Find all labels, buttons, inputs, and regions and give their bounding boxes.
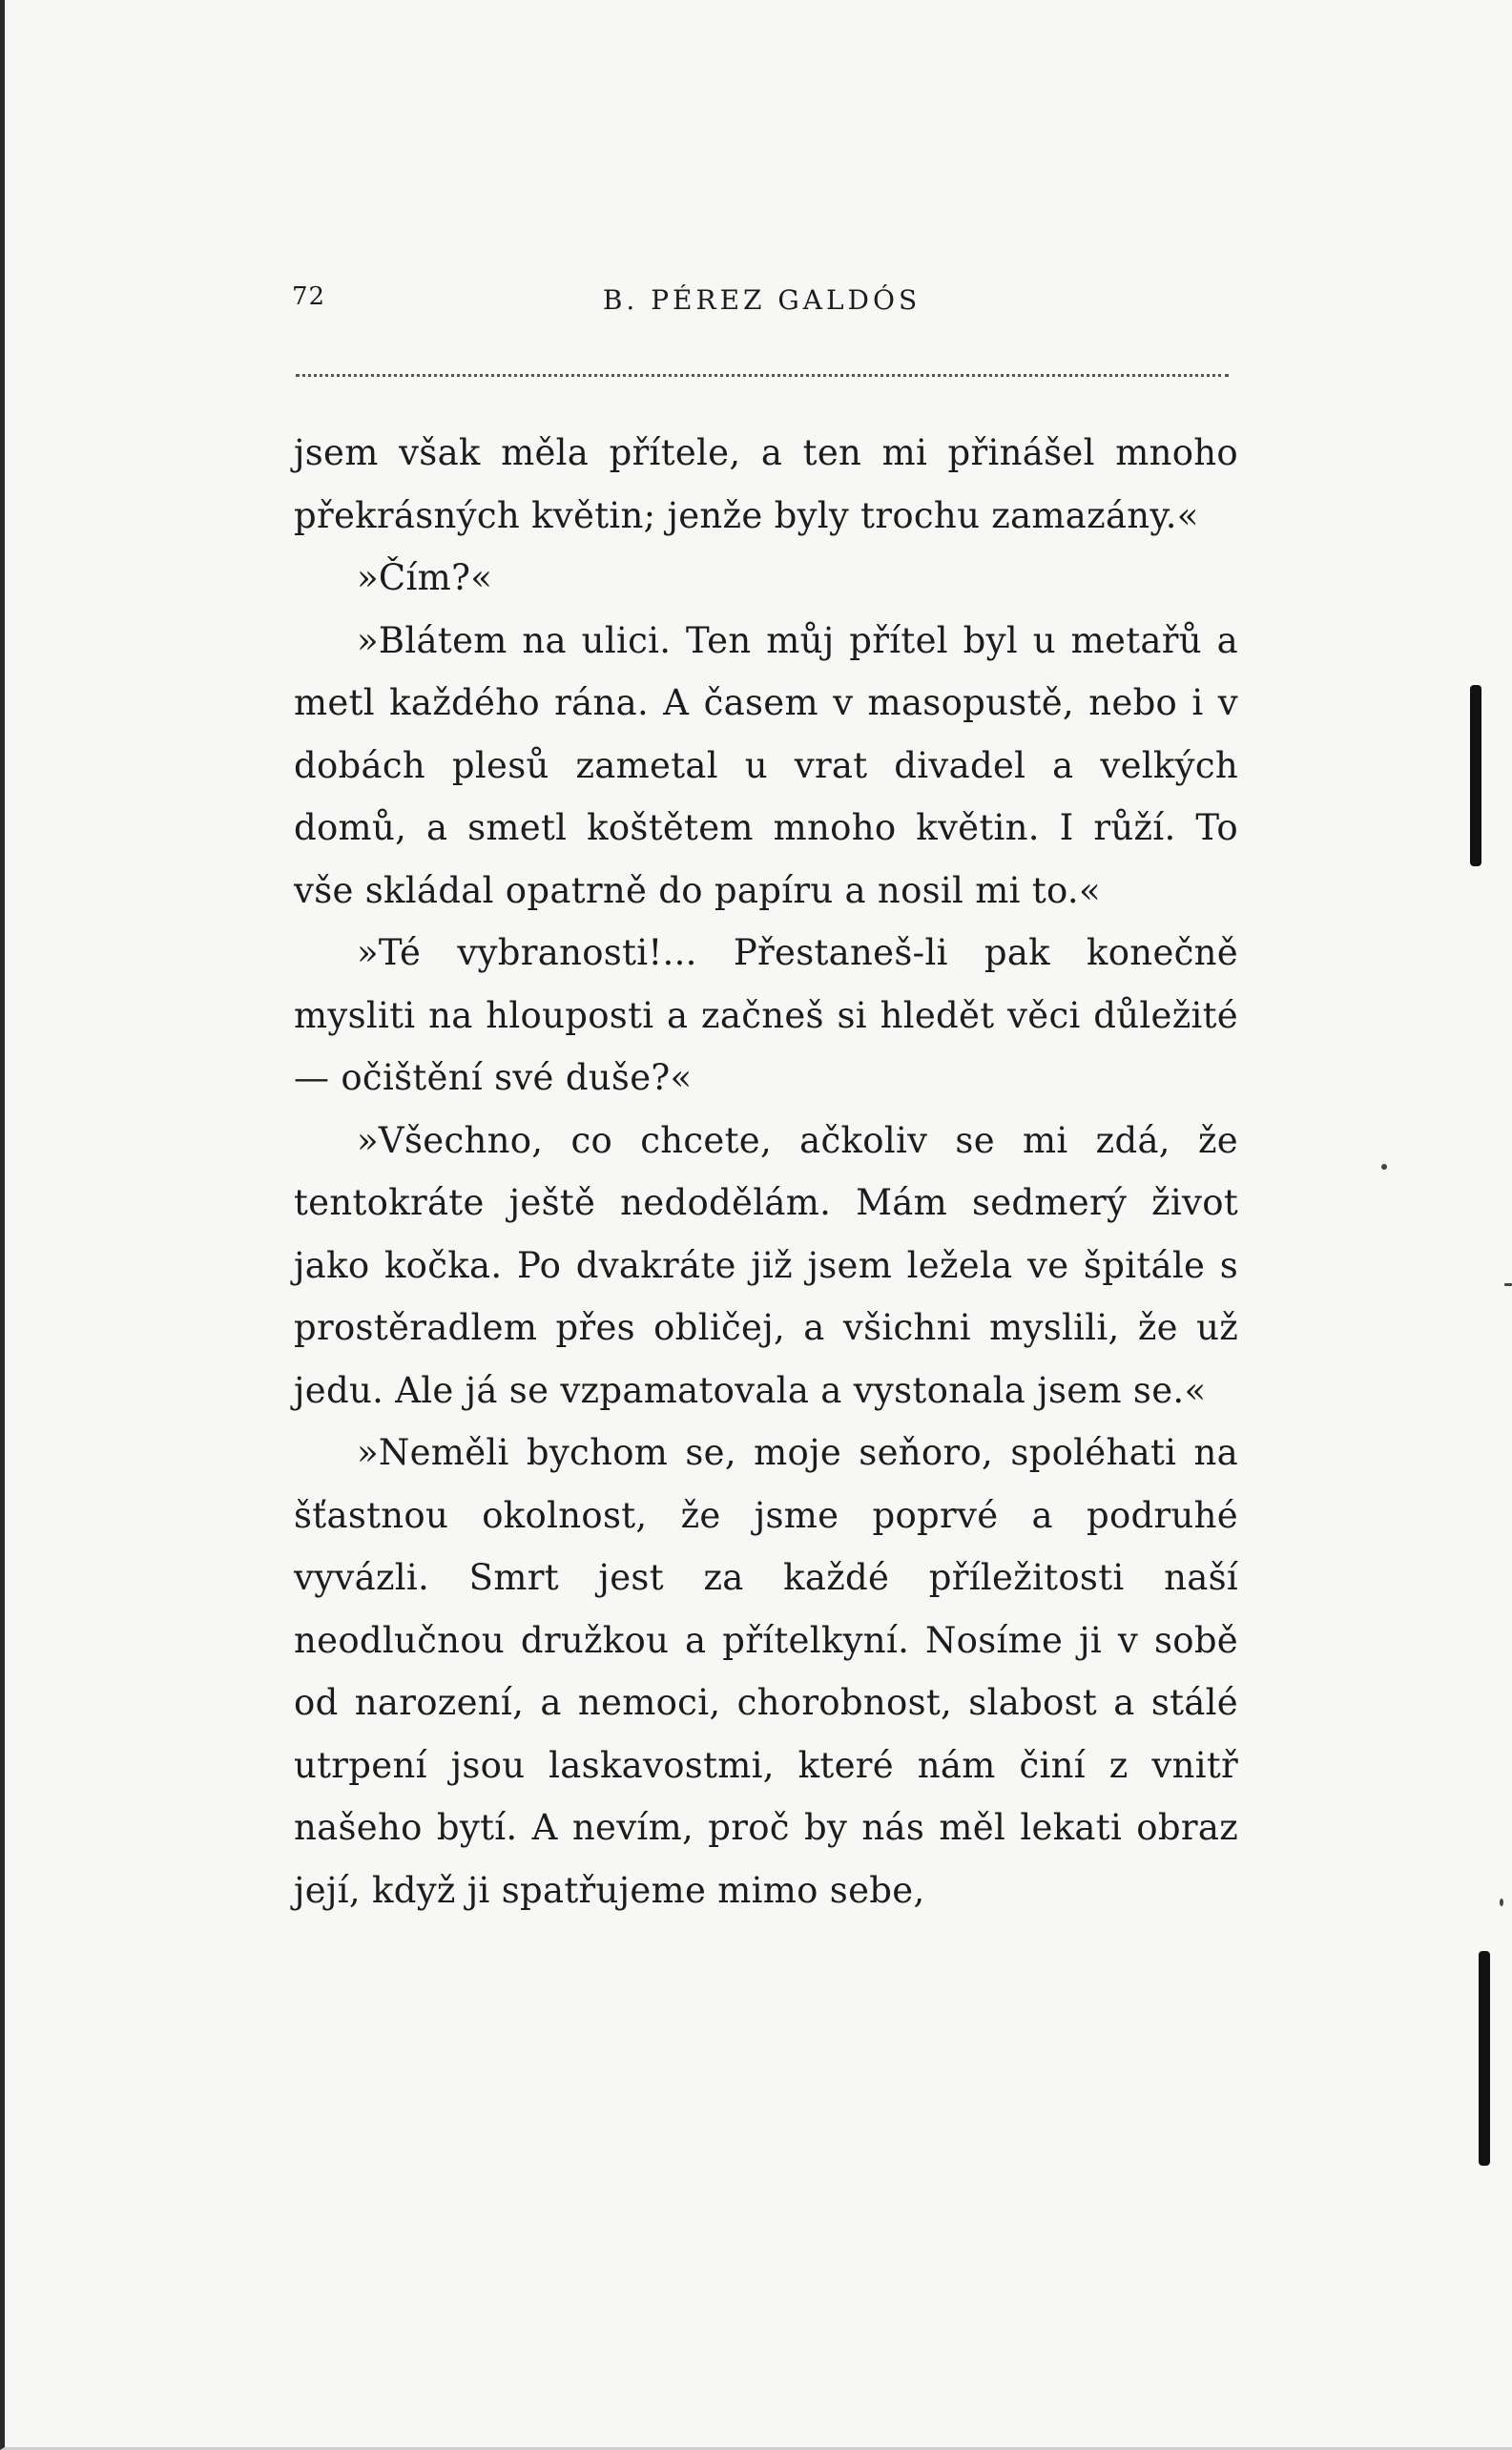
scan-artifact-speck [1504,1283,1512,1286]
page-header [292,282,1232,321]
paragraph: »Všechno, co chcete, ačkoliv se mi zdá, že tentokráte ještě nedodělám. Mám sedmerý život jako kočka. Po dvakráte již jsem ležela ve špitále s prostěradlem přes obličej, a všichni myslili, že už jedu. Ale já se vzpamatovala a vystonala jsem se.« [294,1119,1238,1411]
scan-artifact-speck [1381,1164,1387,1170]
header-rule [296,374,1229,377]
running-title: B. PÉREZ GALDÓS [602,284,922,316]
page-number: 72 [292,282,326,311]
scan-artifact-mark [1479,1951,1490,2166]
paragraph: »Neměli bychom se, moje seňoro, spoléhati na šťastnou okolnost, že jsme poprvé a podruhé vyvázli. Smrt jest za každé příležitosti naší neodlučnou družkou a přítelkyní. Nosíme ji v sobě od narození, a nemoci, chorobnost, slabost a stálé utrpení jsou laskavostmi, které nám činí z vnitř našeho bytí. A nevím, proč by nás měl lekati obraz její, když ji spatřujeme mimo sebe, [294,1432,1238,1911]
paragraph: »Blátem na ulici. Ten můj přítel byl u metařů a metl každého rána. A časem v masopustě, nebo i v dobách plesů zametal u vrat divadel a velkých domů, a smetl koštětem mnoho květin. I růží. To vše skládal opatrně do papíru a nosil mi to.« [294,619,1238,911]
scan-artifact-speck [1500,1899,1503,1906]
paragraph-continued: jsem však měla přítele, a ten mi přinášel mnoho překrásných květin; jenže byly trochu zamazány.« [294,432,1238,536]
body-text [294,422,1238,1921]
paragraph: »Čím?« [357,557,493,598]
paragraph: »Té vybranosti!... Přestaneš-li pak konečně mysliti na hlouposti a začneš si hledět věci důležité — očištění své duše?« [294,932,1238,1098]
scan-artifact-mark [1470,685,1481,866]
